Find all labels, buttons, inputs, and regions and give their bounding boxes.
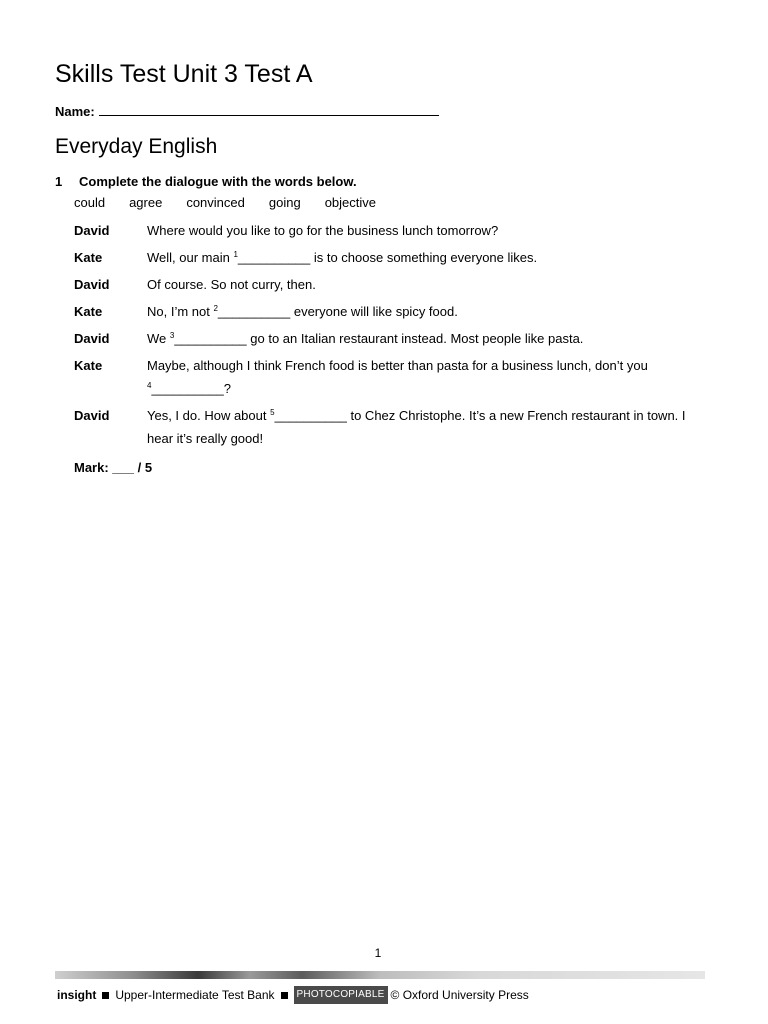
gap-number: 3: [169, 331, 175, 340]
word-bank-item: going: [268, 195, 301, 210]
speaker-name: David: [74, 277, 110, 292]
word-bank-item: objective: [324, 195, 376, 210]
speaker-name: David: [74, 408, 110, 423]
speaker-name: David: [74, 223, 110, 238]
gap-number: 1: [233, 250, 238, 259]
brand-logo: insight: [57, 988, 97, 1002]
dialogue-line: [74, 404, 714, 450]
speaker-name: Kate: [74, 304, 103, 319]
page-title: Skills Test Unit 3 Test A: [55, 60, 313, 88]
word-bank: [74, 194, 400, 211]
name-label: Name:: [55, 104, 95, 119]
gap-number: 5: [270, 408, 275, 417]
dialogue-line: [74, 246, 714, 269]
dialogue-line: [74, 327, 714, 350]
photocopiable-badge: PHOTOCOPIABLE: [294, 986, 388, 1004]
gap-number: 2: [213, 304, 218, 313]
word-bank-item: convinced: [186, 195, 245, 210]
question-heading: [55, 173, 357, 190]
speaker-name: David: [74, 331, 110, 346]
speaker-name: Kate: [74, 250, 103, 265]
publisher-credit: © Oxford University Press: [390, 988, 529, 1002]
dialogue-text: Maybe, although I think French food is better than pasta for a business lunch, don’t you $^4$__________?: [147, 358, 648, 396]
page-number: 1: [374, 946, 382, 960]
word-bank-item: agree: [129, 195, 163, 210]
question-instruction: Complete the dialogue with the words below.: [79, 174, 357, 189]
dialogue-text: Well, our main $^1$__________ is to choose something everyone likes.: [147, 250, 538, 265]
square-bullet-icon: [102, 992, 109, 999]
dialogue-line: [74, 219, 714, 242]
name-field-row: [55, 103, 439, 120]
dialogue-text: Of course. So not curry, then.: [147, 277, 316, 292]
dialogue-line: [74, 273, 714, 296]
word-bank-item: could: [74, 195, 106, 210]
speaker-name: Kate: [74, 358, 103, 373]
dialogue-text: No, I’m not $^2$__________ everyone will like spicy food.: [147, 304, 458, 319]
dialogue-line: [74, 354, 714, 400]
dialogue-text: Yes, I do. How about $^5$__________ to Chez Christophe. It’s a new French restaurant in town. I hear it’s really good!: [147, 408, 686, 446]
book-title: Upper-Intermediate Test Bank: [115, 988, 275, 1002]
dialogue: [74, 219, 714, 454]
dialogue-line: [74, 300, 714, 323]
mark-total: Mark: ___ / 5: [74, 460, 153, 475]
gap-number: 4: [147, 381, 152, 390]
footer-photo-strip: [55, 971, 705, 979]
footer: [57, 986, 529, 1004]
question-number: 1: [55, 174, 63, 189]
square-bullet-icon: [281, 992, 288, 999]
dialogue-text: Where would you like to go for the business lunch tomorrow?: [147, 223, 499, 238]
name-blank-line: [99, 103, 439, 116]
dialogue-text: We $^3$__________ go to an Italian restaurant instead. Most people like pasta.: [147, 331, 584, 346]
section-title: Everyday English: [55, 135, 218, 158]
